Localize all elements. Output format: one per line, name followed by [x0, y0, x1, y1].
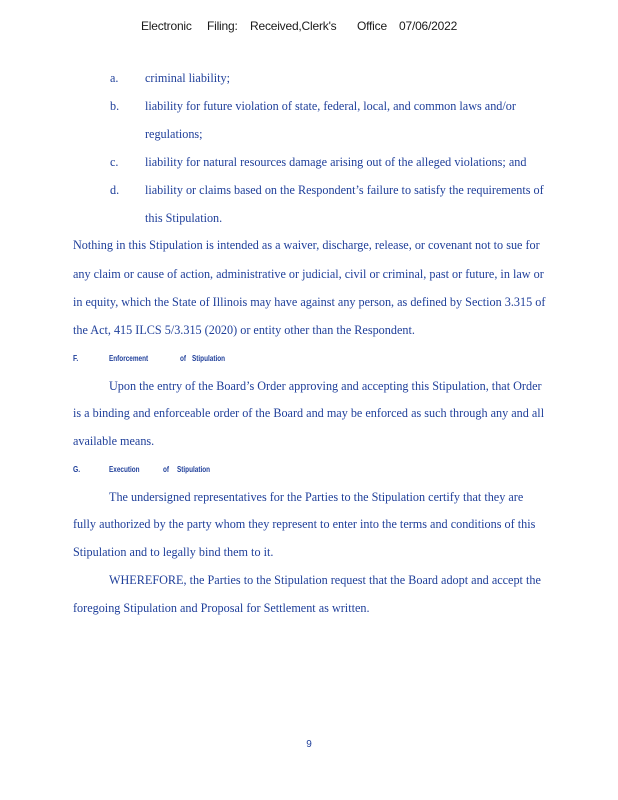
wherefore-line-1: WHEREFORE, the Parties to the Stipulation request that the Board adopt and accept the	[109, 573, 541, 587]
section-g-heading-word1: Execution	[109, 465, 140, 474]
section-g-letter: G.	[73, 465, 81, 474]
waiver-line-4: the Act, 415 ILCS 5/3.315 (2020) or entity other than the Respondent.	[73, 323, 415, 337]
list-marker-b: b.	[110, 99, 120, 113]
section-g-line-2: fully authorized by the party whom they represent to enter into the terms and conditions of this	[73, 517, 536, 531]
header-office: Office	[357, 19, 387, 33]
page-number: 9	[306, 739, 312, 750]
section-f-heading-word3: Stipulation	[192, 354, 226, 363]
wherefore-line-2: foregoing Stipulation and Proposal for Settlement as written.	[73, 601, 370, 615]
header-date: 07/06/2022	[399, 19, 458, 33]
waiver-line-2: any claim or cause of action, administrative or judicial, civil or criminal, past or future, in law or	[73, 267, 544, 281]
list-item-b-line2: regulations;	[145, 127, 203, 141]
section-g-heading-word2: of	[163, 465, 170, 474]
section-g-heading-word3: Stipulation	[177, 465, 211, 474]
list-item-d-line1: liability or claims based on the Respondent’s failure to satisfy the requirements of	[145, 183, 544, 197]
list-item-b-line1: liability for future violation of state, federal, local, and common laws and/or	[145, 99, 516, 113]
header-filing: Filing:	[207, 19, 238, 33]
section-f-line-1: Upon the entry of the Board’s Order approving and accepting this Stipulation, that Order	[109, 379, 542, 393]
waiver-line-1: Nothing in this Stipulation is intended as a waiver, discharge, release, or covenant not to sue for	[73, 238, 540, 252]
section-f-heading-word2: of	[180, 354, 187, 363]
header-received: Received,Clerk's	[250, 19, 337, 33]
section-f-line-3: available means.	[73, 434, 155, 448]
section-f-heading-word1: Enforcement	[109, 354, 149, 363]
section-f-letter: F.	[73, 354, 79, 363]
list-item-c: liability for natural resources damage arising out of the alleged violations; and	[145, 155, 527, 169]
list-marker-d: d.	[110, 183, 120, 197]
section-g-line-3: Stipulation and to legally bind them to it.	[73, 545, 274, 559]
section-g-line-1: The undersigned representatives for the Parties to the Stipulation certify that they are	[109, 490, 524, 504]
header-electronic: Electronic	[141, 19, 192, 33]
list-marker-a: a.	[110, 71, 119, 85]
list-item-d-line2: this Stipulation.	[145, 211, 223, 225]
waiver-line-3: in equity, which the State of Illinois may have against any person, as defined by Section 3.315 of	[73, 295, 546, 309]
section-f-line-2: is a binding and enforceable order of the Board and may be enforced as such through any and all	[73, 406, 545, 420]
list-item-a: criminal liability;	[145, 71, 230, 85]
list-marker-c: c.	[110, 155, 119, 169]
